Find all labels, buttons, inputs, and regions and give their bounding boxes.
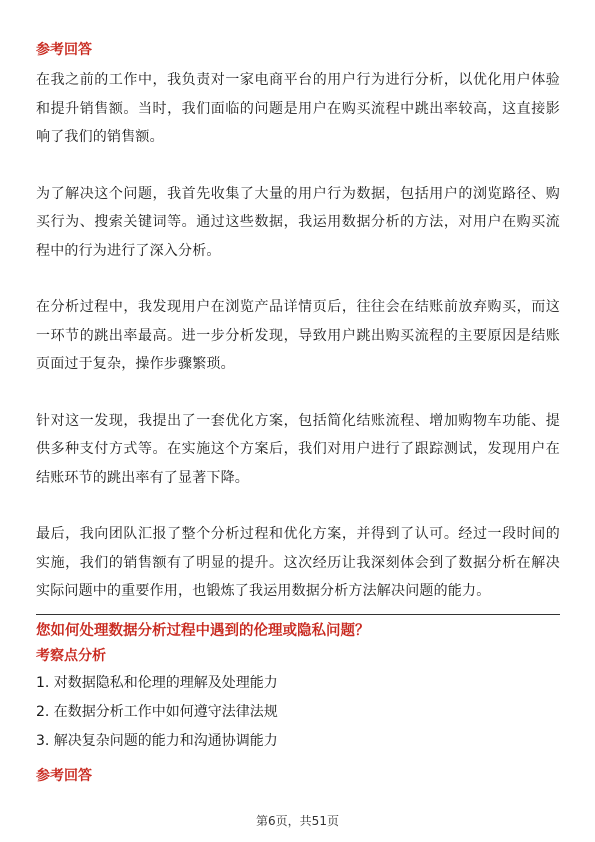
answer-paragraph-4: 针对这一发现，我提出了一套优化方案，包括简化结账流程、增加购物车功能、提供多种支付方式等。在实施这个方案后，我们对用户进行了跟踪测试，发现用户在结账环节的跳出率有了显著下降。 [36, 412, 560, 486]
analysis-points [36, 669, 560, 756]
section-divider [36, 614, 560, 615]
analysis-point-1: 1. 对数据隐私和伦理的理解及处理能力 [36, 674, 278, 691]
analysis-heading: 考察点分析 [36, 647, 106, 664]
document-page [36, 40, 560, 786]
answer-heading-2: 参考回答 [36, 767, 92, 784]
answer-paragraph-5: 最后，我向团队汇报了整个分析过程和优化方案，并得到了认可。经过一段时间的实施，我们的销售额有了明显的提升。这次经历让我深刻体会到了数据分析在解决实际问题中的重要作用，也锻炼了我运用数据分析方法解决问题的能力。 [36, 526, 560, 599]
question-title: 您如何处理数据分析过程中遇到的伦理或隐私问题？ [36, 622, 370, 639]
analysis-point-3: 3. 解决复杂问题的能力和沟通协调能力 [36, 732, 278, 749]
answer-heading: 参考回答 [36, 42, 92, 58]
page-number: 第6页，共51页 [256, 814, 339, 828]
answer-paragraph-1: 在我之前的工作中，我负责对一家电商平台的用户行为进行分析，以优化用户体验和提升销售额。当时，我们面临的问题是用户在购买流程中跳出率较高，这直接影响了我们的销售额。 [36, 72, 560, 145]
answer-paragraph-2: 为了解决这个问题，我首先收集了大量的用户行为数据，包括用户的浏览路径、购买行为、搜索关键词等。通过这些数据，我运用数据分析的方法，对用户在购买流程中的行为进行了深入分析。 [36, 185, 560, 259]
analysis-point-2: 2. 在数据分析工作中如何遵守法律法规 [36, 703, 278, 720]
answer-paragraph-3: 在分析过程中，我发现用户在浏览产品详情页后，往往会在结账前放弃购买，而这一环节的跳出率最高。进一步分析发现，导致用户跳出购买流程的主要原因是结账页面过于复杂，操作步骤繁琐。 [36, 299, 560, 372]
